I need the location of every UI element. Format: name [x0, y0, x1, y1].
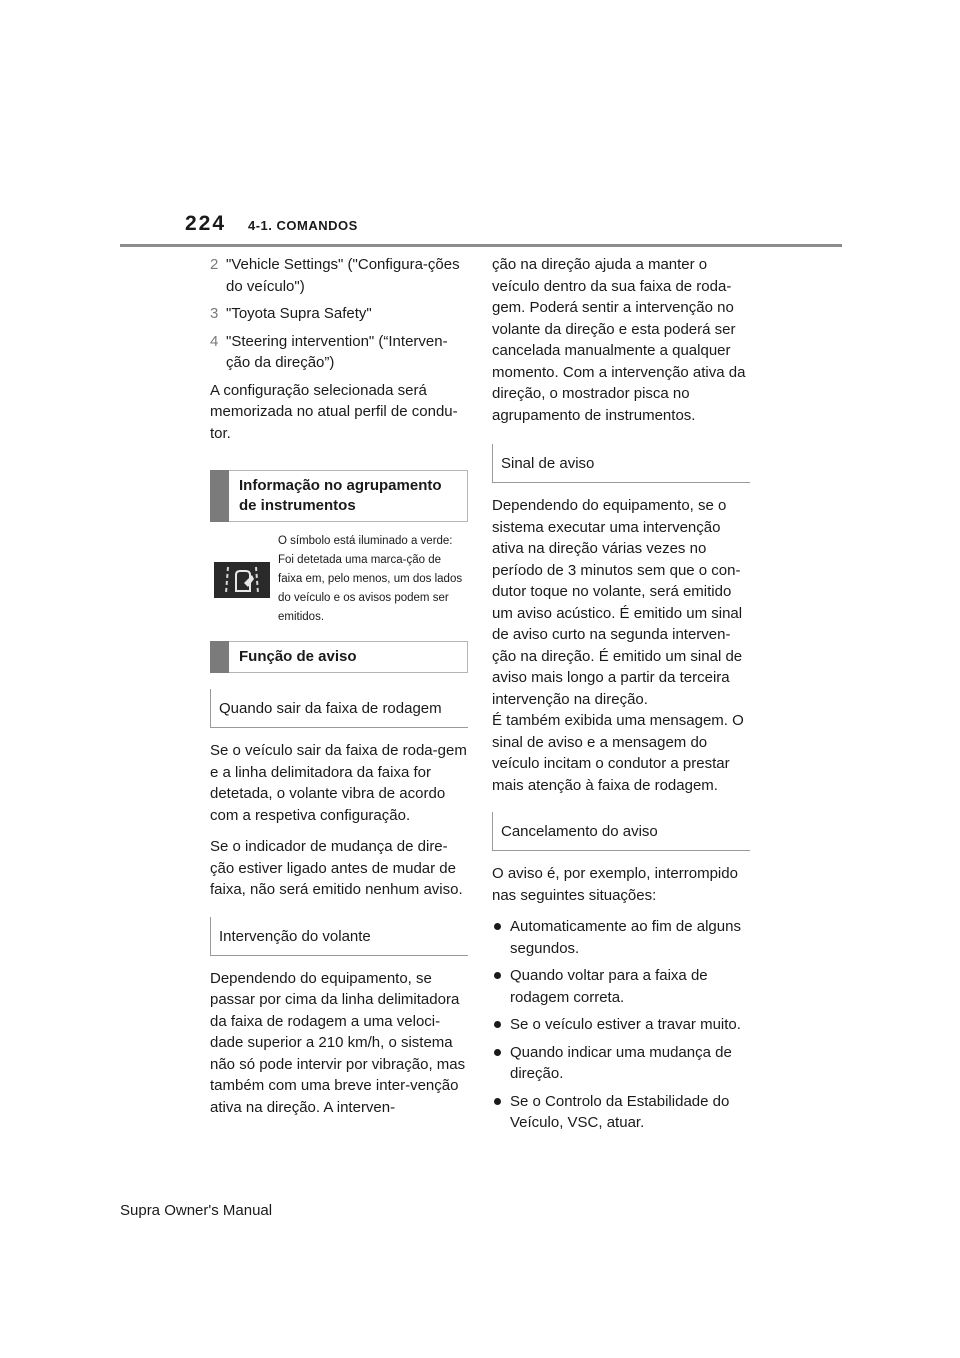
step-4	[210, 331, 468, 374]
continuation-paragraph: ção na direção ajuda a manter o veículo dentro da sua faixa de roda-gem. Poderá sentir a intervenção no volante da direção e esta poderá ser cancelada manualmente a qualquer momento. Com a intervenção ativa da direção, o mostrador pisca no agrupamento de instrumentos.	[492, 256, 746, 424]
subheading-cancel-warning: Cancelamento do aviso	[492, 812, 750, 851]
step-text: "Vehicle Settings" ("Configura-ções do veículo")	[226, 256, 460, 295]
bullet-icon	[494, 1021, 501, 1028]
step-number: 4	[210, 332, 219, 350]
icon-caption: O símbolo está iluminado a verde: Foi detetada uma marca-ção de faixa em, pelo menos, um dos lados do veículo e os avisos podem ser emitidos.	[278, 535, 463, 623]
step-text: "Toyota Supra Safety"	[226, 305, 372, 322]
list-item	[492, 1042, 750, 1085]
subheading-steering-intervention: Intervenção do volante	[210, 917, 468, 956]
leaving-lane-paragraph-1: Se o veículo sair da faixa de roda-gem e a linha delimitadora da faixa for detetada, o volante vibra de acordo com a respetiva configuração.	[210, 742, 467, 824]
instruments-info-heading	[210, 470, 468, 522]
section-title: 4-1. COMANDOS	[248, 218, 358, 233]
list-item-text: Se o veículo estiver a travar muito.	[510, 1016, 741, 1033]
steering-paragraph: Dependendo do equipamento, se passar por cima da linha delimitadora da faixa de rodagem a uma veloci-dade superior a 210 km/h, o sistema não só pode intervir por vibração, mas também com uma breve inter-venção ativa na direção. A interven-	[210, 969, 466, 1116]
list-item	[492, 1091, 750, 1134]
list-item	[492, 916, 750, 959]
bullet-icon	[494, 972, 501, 979]
list-item-text: Automaticamente ao fim de alguns segundos.	[510, 918, 741, 957]
cancel-bullet-list	[492, 916, 750, 1134]
icon-row	[210, 532, 468, 627]
lane-departure-icon	[214, 562, 270, 598]
subheading-leaving-lane: Quando sair da faixa de rodagem	[210, 689, 468, 728]
page-number: 224	[185, 212, 227, 235]
subheading-warning-signal: Sinal de aviso	[492, 444, 750, 483]
list-item-text: Quando voltar para a faixa de rodagem correta.	[510, 967, 708, 1006]
list-item-text: Quando indicar uma mudança de direção.	[510, 1043, 732, 1082]
step-number: 3	[210, 305, 219, 322]
heading-bar	[210, 641, 229, 673]
left-column	[210, 254, 468, 1128]
step-text: "Steering intervention" (“Interven-ção da direção”)	[226, 332, 448, 371]
heading-text: Função de aviso	[239, 648, 357, 665]
memorized-paragraph: A configuração selecionada será memorizada no atual perfil de condu-tor.	[210, 381, 458, 442]
heading-text: Informação no agrupamento de instrumentos	[239, 477, 442, 514]
bullet-icon	[494, 923, 501, 930]
list-item	[492, 965, 750, 1008]
step-3	[210, 303, 468, 325]
list-item	[492, 1014, 750, 1036]
footer-manual-name: Supra Owner's Manual	[120, 1202, 273, 1219]
step-number: 2	[210, 256, 219, 273]
header-divider	[120, 244, 842, 247]
bullet-icon	[494, 1098, 501, 1105]
step-2	[210, 254, 468, 297]
cancel-paragraph: O aviso é, por exemplo, interrompido nas seguintes situações:	[492, 865, 738, 904]
bullet-icon	[494, 1049, 501, 1056]
heading-bar	[210, 470, 229, 522]
warning-signal-paragraph-1: Dependendo do equipamento, se o sistema executar uma intervenção ativa na direção várias vezes no período de 3 minutos sem que o con-dutor toque no volante, será emitido um aviso acústico. É emitido um sinal de aviso curto na segunda interven-ção na direção. É emitido um sinal de aviso mais longo a partir da terceira intervenção na direção.	[492, 497, 743, 708]
warning-signal-paragraph-2: É também exibida uma mensagem. O sinal de aviso e a mensagem do veículo incitam o condutor a prestar mais atenção à faixa de rodagem.	[492, 712, 744, 794]
list-item-text: Se o Controlo da Estabilidade do Veículo, VSC, atuar.	[510, 1092, 730, 1131]
leaving-lane-paragraph-2: Se o indicador de mudança de dire-ção estiver ligado antes de mudar de faixa, não será emitido nenhum aviso.	[210, 838, 463, 898]
warning-function-heading	[210, 641, 468, 673]
right-column	[492, 254, 750, 1140]
